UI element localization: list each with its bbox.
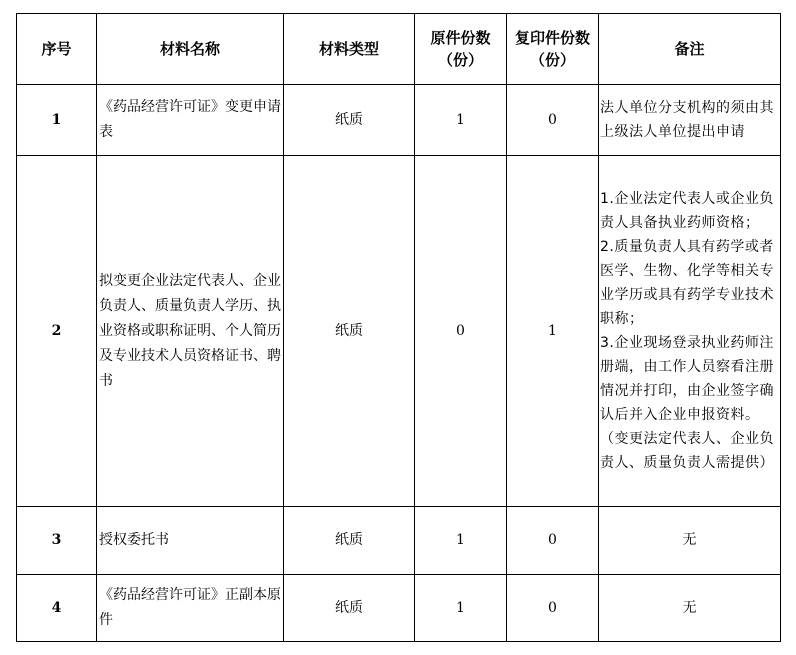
header-material-type: 材料类型 <box>284 14 415 85</box>
table-row <box>17 507 781 575</box>
row-material-type: 纸质 <box>284 575 415 642</box>
row-material-name: 拟变更企业法定代表人、企业负责人、质量负责人学历、执业资格或职称证明、个人简历及专业技术人员资格证书、聘书 <box>97 156 284 507</box>
row-material-name: 《药品经营许可证》正副本原件 <box>97 575 284 642</box>
row-seq: 1 <box>17 85 97 156</box>
row-seq: 3 <box>17 507 97 575</box>
header-material-name: 材料名称 <box>97 14 284 85</box>
remark-line: 3.企业现场登录执业药师注册端，由工作人员察看注册情况并打印，由企业签字确认后并入企业申报资料。（变更法定代表人、企业负责人、质量负责人需提供） <box>600 335 774 471</box>
row-material-name: 授权委托书 <box>97 507 284 575</box>
header-row <box>17 14 781 85</box>
row-copy-count: 0 <box>507 507 599 575</box>
row-original-count: 1 <box>415 507 507 575</box>
row-remarks: 无 <box>599 507 781 575</box>
header-original-count: 原件份数（份） <box>415 14 507 85</box>
table-row <box>17 575 781 642</box>
header-seq: 序号 <box>17 14 97 85</box>
materials-table <box>16 13 781 642</box>
row-seq: 4 <box>17 575 97 642</box>
header-copy-count: 复印件份数（份） <box>507 14 599 85</box>
table-row <box>17 85 781 156</box>
row-copy-count: 0 <box>507 85 599 156</box>
row-remarks: 无 <box>599 575 781 642</box>
row-copy-count: 0 <box>507 575 599 642</box>
table-row <box>17 156 781 507</box>
remark-line: 1.企业法定代表人或企业负责人具备执业药师资格； <box>600 191 774 231</box>
row-seq: 2 <box>17 156 97 507</box>
remark-line: 法人单位分支机构的须由其上级法人单位提出申请 <box>600 100 774 140</box>
row-material-name: 《药品经营许可证》变更申请表 <box>97 85 284 156</box>
row-material-type: 纸质 <box>284 156 415 507</box>
row-original-count: 0 <box>415 156 507 507</box>
row-original-count: 1 <box>415 85 507 156</box>
row-material-type: 纸质 <box>284 85 415 156</box>
row-original-count: 1 <box>415 575 507 642</box>
header-remarks: 备注 <box>599 14 781 85</box>
row-remarks <box>599 156 781 507</box>
remark-line: 2.质量负责人具有药学或者医学、生物、化学等相关专业学历或具有药学专业技术职称； <box>600 239 774 327</box>
row-material-type: 纸质 <box>284 507 415 575</box>
row-copy-count: 1 <box>507 156 599 507</box>
row-remarks <box>599 85 781 156</box>
